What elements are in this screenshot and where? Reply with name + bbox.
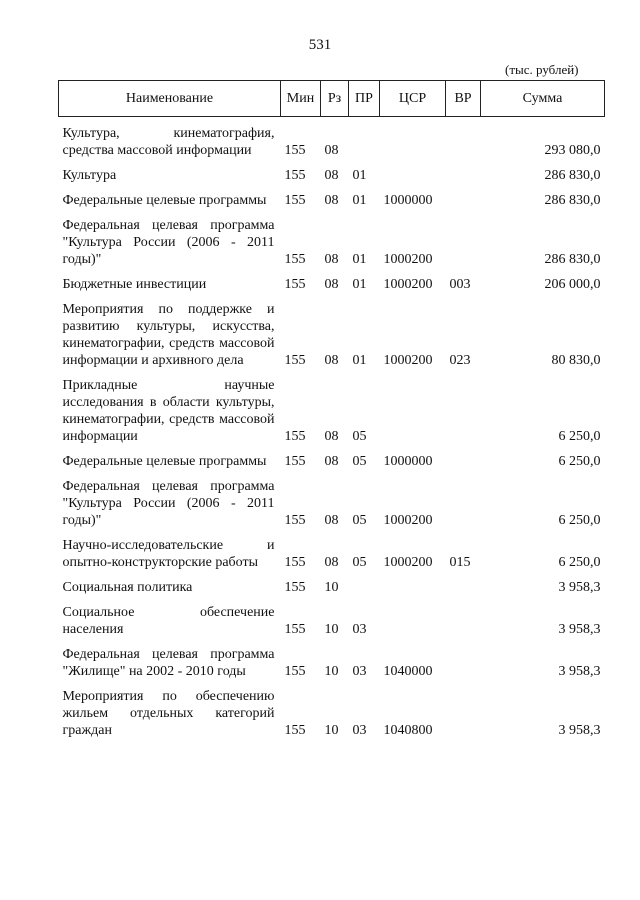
cell-min: 155 [284,513,306,528]
cell-csr [380,604,446,646]
cell-rz: 10 [324,580,339,595]
cell-vr [446,117,481,168]
table-row [59,276,605,301]
cell-name: Федеральные целевые программы [62,193,267,208]
cell-csr: 1040000 [383,664,433,679]
cell-vr [446,167,481,192]
cell-vr [446,688,481,747]
cell-rz: 08 [324,168,339,183]
header-vr: ВР [446,81,481,117]
cell-pr: 03 [352,664,367,679]
cell-sum: 286 830,0 [544,193,601,208]
table-body [59,117,605,748]
cell-rz: 08 [324,429,339,444]
cell-sum: 6 250,0 [558,513,601,528]
table-row [59,579,605,604]
cell-pr: 01 [352,277,367,292]
cell-pr [349,117,380,168]
cell-vr [446,217,481,276]
table-row [59,301,605,377]
cell-pr: 05 [352,513,367,528]
cell-vr [446,192,481,217]
cell-pr [349,579,380,604]
cell-min: 155 [284,429,306,444]
cell-min: 155 [284,454,306,469]
cell-rz: 08 [324,252,339,267]
cell-sum: 80 830,0 [551,353,601,368]
cell-pr: 05 [352,454,367,469]
cell-rz: 10 [324,622,339,637]
cell-name: Мероприятия по обеспечению жильем отдельных категорий граждан [62,689,275,738]
cell-rz: 08 [324,193,339,208]
table-row [59,688,605,747]
cell-csr: 1000200 [383,513,433,528]
cell-sum: 286 830,0 [544,252,601,267]
header-sum: Сумма [481,81,605,117]
cell-name: Федеральная целевая программа "Культура России (2006 - 2011 годы)" [62,479,275,528]
cell-min: 155 [284,143,306,158]
units-label: (тыс. рублей) [505,62,579,77]
table-row [59,478,605,537]
cell-sum: 6 250,0 [558,454,601,469]
cell-vr [446,646,481,688]
table-row [59,217,605,276]
cell-pr: 05 [352,429,367,444]
cell-csr [380,377,446,453]
cell-name: Социальная политика [62,580,193,595]
table-row [59,453,605,478]
cell-csr: 1000200 [383,277,433,292]
cell-csr: 1000200 [383,252,433,267]
cell-name: Бюджетные инвестиции [62,277,207,292]
cell-pr: 01 [352,168,367,183]
cell-csr [380,167,446,192]
cell-vr [446,478,481,537]
cell-sum: 6 250,0 [558,555,601,570]
cell-name: Федеральные целевые программы [62,454,267,469]
cell-min: 155 [284,555,306,570]
cell-vr [446,604,481,646]
page-number: 531 [308,37,332,53]
cell-sum: 3 958,3 [558,723,601,738]
cell-sum: 3 958,3 [558,580,601,595]
cell-csr: 1000000 [383,193,433,208]
cell-csr [380,579,446,604]
cell-min: 155 [284,252,306,267]
header-name: Наименование [59,81,281,117]
cell-sum: 3 958,3 [558,664,601,679]
cell-vr: 015 [449,555,471,570]
cell-sum: 293 080,0 [544,143,601,158]
cell-name: Социальное обеспечение населения [62,605,275,637]
cell-pr: 03 [352,723,367,738]
cell-vr [446,453,481,478]
cell-rz: 08 [324,555,339,570]
cell-rz: 10 [324,664,339,679]
cell-min: 155 [284,723,306,738]
table-row [59,167,605,192]
cell-pr: 01 [352,193,367,208]
table-row [59,192,605,217]
cell-name: Культура, кинематография, средства массовой информации [62,126,275,158]
cell-name: Федеральная целевая программа "Культура России (2006 - 2011 годы)" [62,218,275,267]
cell-pr: 03 [352,622,367,637]
cell-min: 155 [284,580,306,595]
table-row [59,604,605,646]
cell-pr: 01 [352,353,367,368]
header-rz: Рз [321,81,349,117]
cell-vr [446,579,481,604]
header-min: Мин [281,81,321,117]
cell-name: Прикладные научные исследования в области культуры, кинематографии, средств массовой информации [62,378,275,444]
cell-min: 155 [284,168,306,183]
header-pr: ПР [349,81,380,117]
cell-sum: 6 250,0 [558,429,601,444]
cell-name: Федеральная целевая программа "Жилище" на 2002 - 2010 годы [62,647,275,679]
cell-min: 155 [284,193,306,208]
cell-sum: 206 000,0 [544,277,601,292]
table-row [59,117,605,168]
cell-min: 155 [284,664,306,679]
cell-name: Мероприятия по поддержке и развитию культуры, искусства, кинематографии, средств массовой информации и архивного дела [62,302,275,368]
header-row [59,81,605,117]
cell-csr [380,117,446,168]
cell-csr: 1000200 [383,555,433,570]
table-row [59,537,605,579]
cell-rz: 08 [324,353,339,368]
cell-rz: 08 [324,454,339,469]
cell-pr: 01 [352,252,367,267]
cell-name: Научно-исследовательские и опытно-конструкторские работы [62,538,275,570]
cell-vr: 023 [449,353,471,368]
cell-name: Культура [62,168,117,183]
header-csr: ЦСР [380,81,446,117]
cell-sum: 286 830,0 [544,168,601,183]
cell-rz: 08 [324,513,339,528]
cell-rz: 08 [324,143,339,158]
cell-vr [446,377,481,453]
cell-pr: 05 [352,555,367,570]
cell-vr: 003 [449,277,471,292]
table-row [59,377,605,453]
cell-csr: 1040800 [383,723,433,738]
budget-table [58,80,605,747]
cell-csr: 1000200 [383,353,433,368]
cell-min: 155 [284,353,306,368]
cell-rz: 08 [324,277,339,292]
cell-csr: 1000000 [383,454,433,469]
cell-rz: 10 [324,723,339,738]
cell-sum: 3 958,3 [558,622,601,637]
cell-min: 155 [284,277,306,292]
table-row [59,646,605,688]
cell-min: 155 [284,622,306,637]
